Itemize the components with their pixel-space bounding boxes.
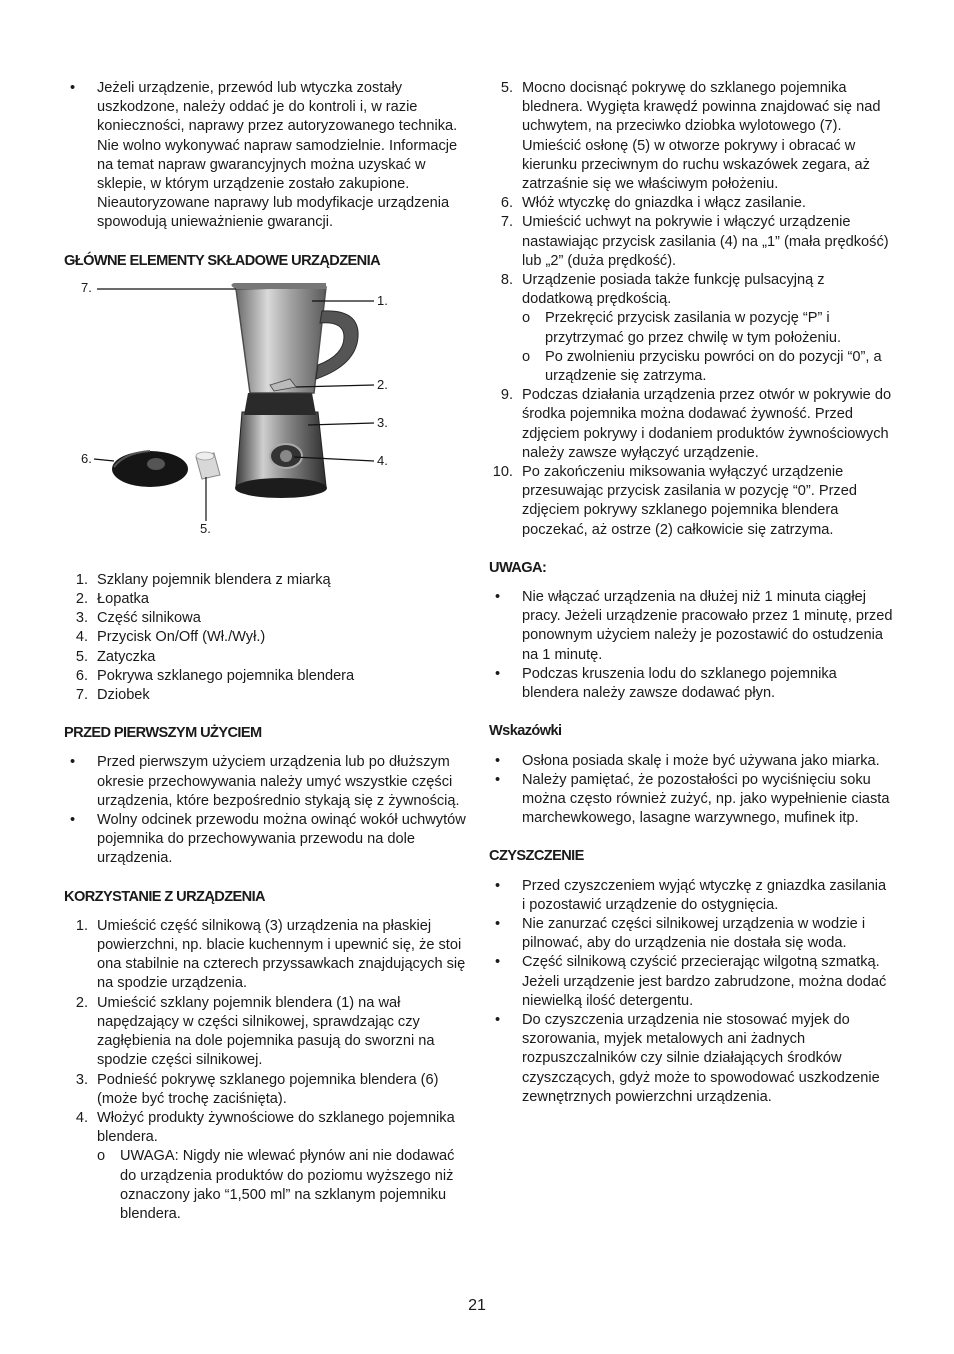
list-item: • Podczas kruszenia lodu do szklanego pojemnika blendera należy zawsze dodawać płyn.	[489, 665, 893, 703]
figure-label-jar: 1.	[377, 292, 388, 308]
cleaning-list	[489, 877, 893, 1107]
components-heading: GŁÓWNE ELEMENTY SKŁADOWE URZĄDZENIA	[64, 252, 381, 269]
list-item: 6. Pokrywa szklanego pojemnika blendera	[75, 667, 355, 684]
list-item: • Przed pierwszym użyciem urządzenia lub po dłuższym okresie przechowywania należy umyć wszystkie części urządzenia, które bezpośrednio stykają się z żywnością.	[64, 753, 466, 811]
list-item: o Przekręcić przycisk zasilania w pozycję “P” i przytrzymać go przez chwilę w tym położeniu.	[522, 309, 893, 347]
list-item: 3. Część silnikowa	[75, 610, 201, 627]
figure-label-spout: 7.	[81, 279, 92, 295]
list-item: 2. Umieścić szklany pojemnik blendera (1) na wał napędzający w części silnikowej, sprawdzając czy zagłębienia na dole pojemnika pasują do sworzni na spodzie części silnikowej.	[75, 994, 435, 1069]
list-item: 2. Łopatka	[75, 591, 149, 608]
note-heading: UWAGA:	[489, 559, 547, 576]
list-item: 5. Zatyczka	[75, 648, 156, 665]
usage-sub-list	[97, 1147, 466, 1224]
tips-list	[489, 752, 893, 829]
pulse-sub-list	[522, 309, 893, 386]
blender-figure	[64, 281, 466, 571]
blender-illustration	[64, 281, 466, 571]
list-item: o UWAGA: Nigdy nie wlewać płynów ani nie dodawać do urządzenia produktów do poziomu wyższego niż oznaczony jako “1,500 ml” na szklanym pojemniku blendera.	[97, 1147, 466, 1224]
list-item: 1. Szklany pojemnik blendera z miarką	[75, 571, 331, 588]
list-item: • Należy pamiętać, że pozostałości po wyciśnięciu soku można często również zużyć, np. jako wypełnienie ciasta marchewkowego, lasagne warzywnego, mufinek itp.	[489, 771, 893, 829]
list-item: • Część silnikową czyścić przecierając wilgotną szmatką. Jeżeli urządzenie jest bardzo zabrudzone, można dodać niewielką ilość detergentu.	[489, 953, 893, 1011]
right-column	[489, 79, 893, 1107]
list-item: • Nie zanurzać części silnikowej urządzenia w wodzie i pilnować, aby do urządzenia nie dostała się woda.	[489, 915, 893, 953]
list-item: • Wolny odcinek przewodu można owinąć wokół uchwytów pojemnika do przechowywania przewodu na dole urządzenia.	[64, 811, 466, 869]
list-item: • Przed czyszczeniem wyjąć wtyczkę z gniazdka zasilania i pozostawić urządzenie do ostygnięcia.	[489, 877, 893, 915]
list-item: 6. Włóż wtyczkę do gniazdka i włącz zasilanie.	[500, 195, 806, 212]
figure-label-stopper: 5.	[200, 520, 211, 536]
components-list	[64, 571, 466, 705]
first-use-list	[64, 753, 466, 868]
list-item: 10. Po zakończeniu miksowania wyłączyć urządzenie przesuwając przycisk zasilania w pozycję “0”. Przed zdjęciem pokrywy szklanego pojemnika blendera poczekać, aż ostrze (2) całkowicie się zatrzyma.	[492, 464, 857, 538]
list-item: 7. Umieścić uchwyt na pokrywie i włączyć urządzenie nastawiając przycisk zasilania (4) na „1” (mała prędkość) lub „2” (duża prędkość).	[500, 214, 889, 269]
list-item: o Po zwolnieniu przycisku powróci on do pozycji “0”, a urządzenie się zatrzyma.	[522, 348, 893, 386]
figure-label-button: 4.	[377, 452, 388, 468]
list-item: 5. Mocno docisnąć pokrywę do szklanego pojemnika blednera. Wygięta krawędź powinna znajdować się nad uchwytem, na przeciwko dziobka wylotowego (7). Umieścić osłonę (5) w otworze pokrywy i obracać w kierunku przeciwnym do ruchu wskazówek zegara, aż zatrzaśnie się we właściwym położeniu.	[500, 80, 881, 193]
list-item: • Do czyszczenia urządzenia nie stosować myjek do szorowania, myjek metalowych ani żadnych rozpuszczalników czy silnie działających środków czyszczących, gdyż może to spowodować uszkodzenie zewnętrznych powierzchni urządzenia.	[489, 1011, 893, 1107]
list-item: • Osłona posiada skalę i może być używana jako miarka.	[489, 752, 893, 771]
tips-heading: Wskazówki	[489, 723, 562, 740]
list-item: 9. Podczas działania urządzenia przez otwór w pokrywie do środka pojemnika można dodawać żywność. Przed zdjęciem pokrywy i dodaniem produktów żywnościowych należy zawsze wyłączyć urządzenie.	[500, 387, 892, 461]
left-column	[64, 79, 466, 1224]
first-use-heading: PRZED PIERWSZYM UŻYCIEM	[64, 725, 262, 742]
list-item: 4. Przycisk On/Off (Wł./Wył.)	[75, 629, 266, 646]
cleaning-heading: CZYSZCZENIE	[489, 848, 584, 865]
list-item: • Jeżeli urządzenie, przewód lub wtyczka zostały uszkodzone, należy oddać je do kontroli i, w razie konieczności, naprawy przez autoryzowanego technika. Nie wolno wykonywać napraw samodzielnie. Informacje na temat napraw gwarancyjnych można uzyskać w sklepie, w którym urządzenie zostało zakupione. Nieautoryzowane naprawy lub modyfikacje urządzenia spowodują unieważnienie gwarancji.	[64, 79, 466, 233]
usage-list	[64, 917, 466, 1224]
page-number: 21	[468, 1297, 486, 1314]
figure-label-blade: 2.	[377, 376, 388, 392]
intro-bullet-list	[64, 79, 466, 233]
figure-label-motor: 3.	[377, 414, 388, 430]
notes-list	[489, 588, 893, 703]
list-item: • Nie włączać urządzenia na dłużej niż 1 minuta ciągłej pracy. Jeżeli urządzenie pracowało przez 1 minutę, przed ponownym użyciem należy je pozostawić do ostudzenia na 1 minutę.	[489, 588, 893, 665]
list-item: 4. Włożyć produkty żywnościowe do szklanego pojemnika blendera. o UWAGA: Nigdy nie wlewać płynów ani nie dodawać do urządzenia produktów do poziomu wyższego niż oznaczony jako “1,500 ml” na szklanym pojemniku blendera.	[64, 1109, 466, 1224]
usage-list-continued	[489, 79, 893, 540]
usage-heading: KORZYSTANIE Z URZĄDZENIA	[64, 888, 265, 905]
list-item: 1. Umieścić część silnikową (3) urządzenia na płaskiej powierzchni, np. blacie kuchennym i upewnić się, że stoi ona stabilnie na czterech przyssawkach znajdujących się na spodzie urządzenia.	[75, 917, 466, 992]
figure-label-lid: 6.	[81, 450, 92, 466]
list-item: 8. Urządzenie posiada także funkcję pulsacyjną z dodatkową prędkością. o Przekręcić przycisk zasilania w pozycję “P” i przytrzymać go przez chwilę w tym położeniu. o Po zwolnieniu przycisku powróci on do pozycji “0”, a urządzenie się zatrzyma.	[489, 271, 893, 386]
list-item: 7. Dziobek	[75, 687, 150, 704]
list-item: 3. Podnieść pokrywę szklanego pojemnika blendera (6) (może być trochę zaciśnięta).	[75, 1071, 439, 1107]
